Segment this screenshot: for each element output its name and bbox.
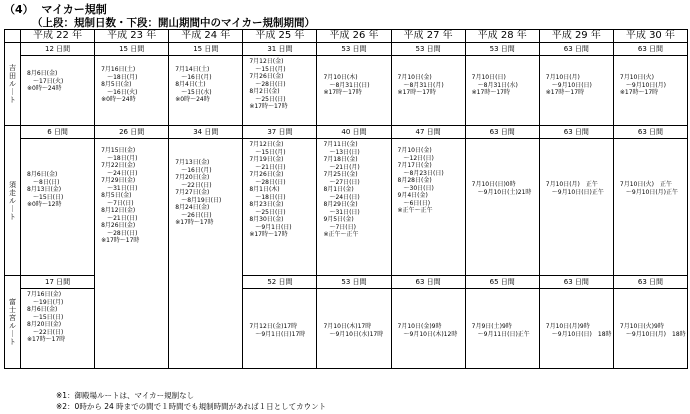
- period-cell: 7月11日(金) ～13日(日) 7月18日(金) ～21日(月) 7月25日(金) ～27日(日) 8月1日(金) ～24日(日) 8月29日(金) ～31日(日) 9月5日(金) ～7日(日) ※正午～正午: [317, 139, 391, 276]
- days-cell: 6 日間: [21, 126, 95, 139]
- days-cell: 31 日間: [243, 43, 317, 56]
- route-label-subashiri: 須 走 ル ｜ ト: [5, 126, 21, 276]
- days-cell: 40 日間: [317, 126, 391, 139]
- period-cell: 7月12日(金) ～15日(月) 7月19日(金) ～21日(日) 7月26日(金) ～28日(日) 8月1日(木) ～18日(日) 8月23日(金) ～25日(日) 8月30日(金) ～9月1日(日) ※17時～17時: [243, 139, 317, 276]
- days-cell: 63 日間: [539, 43, 613, 56]
- period-cell: 7月14日(土) ～16日(月) 8月4日(土) ～15日(水) ※0時～24時: [169, 56, 243, 126]
- period-cell: 7月13日(金) ～16日(月) 7月20日(金) ～22日(日) 7月27日(金) ～8月19日(日) 8月24日(金) ～26日(日) ※17時～17時: [169, 139, 243, 369]
- period-cell: 7月15日(金) ～18日(月) 7月22日(金) ～24日(日) 7月29日(金) ～31日(日) 8月5日(金) ～7日(日) 8月12日(金) ～21日(日) 8月26日(金) ～28日(日) ※17時～17時: [95, 139, 169, 369]
- yoshida-period-row: [5, 56, 688, 126]
- period-cell: 7月10日(月)9時 ～9月10日(日) 18時: [539, 289, 613, 369]
- section-subtitle: （上段：規制日数・下段：開山期間中のマイカー規制期間）: [32, 17, 315, 29]
- year-header: 平成 26 年: [317, 30, 391, 43]
- period-cell: 7月16日(土) ～18日(月) 8月5日(金) ～16日(火) ※0時～24時: [95, 56, 169, 126]
- corner-cell: [5, 30, 21, 43]
- period-cell: 7月9日(土)9時 ～9月11日(日)正午: [465, 289, 539, 369]
- year-header: 平成 30 年: [613, 30, 687, 43]
- days-cell: 37 日間: [243, 126, 317, 139]
- days-cell: 53 日間: [317, 276, 391, 289]
- days-cell: 17 日間: [21, 276, 95, 289]
- year-header: 平成 24 年: [169, 30, 243, 43]
- days-cell: 26 日間: [95, 126, 169, 139]
- period-cell: 7月16日(金) ～19日(月) 8月6日(金) ～15日(日) 8月20日(金) ～22日(日) ※17時～17時: [21, 289, 95, 369]
- period-cell: 7月10日(月) 正午 ～9月10日(日)正午: [539, 139, 613, 276]
- period-cell: 7月10日(月) ～9月10日(日) ※17時～17時: [539, 56, 613, 126]
- days-cell: 63 日間: [613, 276, 687, 289]
- days-cell: 63 日間: [391, 276, 465, 289]
- period-cell: 7月10日(金) ～12日(日) 7月17日(金) ～8月23日(日) 8月28日(金) ～30日(日) 9月4日(金) ～6日(日) ※正午～正午: [391, 139, 465, 276]
- section-title: （4） マイカー規制: [4, 3, 107, 16]
- days-cell: 15 日間: [169, 43, 243, 56]
- period-cell: 7月12日(金) ～15日(月) 7月26日(金) ～28日(日) 8月2日(金) ～25日(日) ※17時～17時: [243, 56, 317, 126]
- days-cell: 65 日間: [465, 276, 539, 289]
- period-cell: 7月10日(日) ～8月31日(水) ※17時～17時: [465, 56, 539, 126]
- period-cell: 8月6日(金) ～8日(日) 8月13日(金) ～15日(日) ※0時～12時: [21, 139, 95, 276]
- period-cell: 7月10日(火) 正午 ～9月10日(月)正午: [613, 139, 687, 276]
- year-header: 平成 27 年: [391, 30, 465, 43]
- subashiri-period-row: [5, 139, 688, 276]
- year-header: 平成 22 年: [21, 30, 95, 43]
- period-cell: 8月6日(金) ～17日(火) ※0時～24時: [21, 56, 95, 126]
- period-cell: 7月10日(金)9時 ～9月10日(木)12時: [391, 289, 465, 369]
- days-cell: 63 日間: [613, 43, 687, 56]
- year-header: 平成 23 年: [95, 30, 169, 43]
- footnote-2: ※2：0時から 24 時までの間で１時間でも規制時間があれば１日としてカウント: [56, 402, 327, 411]
- days-cell: 47 日間: [391, 126, 465, 139]
- year-header: 平成 28 年: [465, 30, 539, 43]
- days-cell: 63 日間: [465, 126, 539, 139]
- route-label-fujinomiya: 富 士 宮 ル ｜ ト: [5, 276, 21, 369]
- days-cell: 12 日間: [21, 43, 95, 56]
- days-cell: 15 日間: [95, 43, 169, 56]
- days-cell: 63 日間: [613, 126, 687, 139]
- days-cell: 53 日間: [465, 43, 539, 56]
- period-cell: 7月12日(金)17時 ～9月1日(日)17時: [243, 289, 317, 369]
- days-cell: 63 日間: [539, 276, 613, 289]
- period-cell: 7月10日(火) ～9月10日(月) ※17時～17時: [613, 56, 687, 126]
- route-label-yoshida: 吉 田 ル ｜ ト: [5, 43, 21, 126]
- period-cell: 7月10日(木) ～8月31日(日) ※17時～17時: [317, 56, 391, 126]
- period-cell: 7月10日(金) ～8月31日(月) ※17時～17時: [391, 56, 465, 126]
- days-cell: 34 日間: [169, 126, 243, 139]
- period-cell: 7月10日(火)9時 ～9月10日(月) 18時: [613, 289, 687, 369]
- days-cell: 53 日間: [391, 43, 465, 56]
- days-cell: 52 日間: [243, 276, 317, 289]
- days-cell: 63 日間: [539, 126, 613, 139]
- regulation-table: [4, 29, 688, 369]
- days-cell: 53 日間: [317, 43, 391, 56]
- year-header: 平成 25 年: [243, 30, 317, 43]
- footnote-1: ※1：御殿場ルートは、マイカー規制なし: [56, 391, 195, 400]
- header-row: [5, 30, 688, 43]
- period-cell: 7月10日(日)0時 ～9月10日(土)21時: [465, 139, 539, 276]
- year-header: 平成 29 年: [539, 30, 613, 43]
- period-cell: 7月10日(木)17時 ～9月10日(水)17時: [317, 289, 391, 369]
- subashiri-days-row: [5, 126, 688, 139]
- yoshida-days-row: [5, 43, 688, 56]
